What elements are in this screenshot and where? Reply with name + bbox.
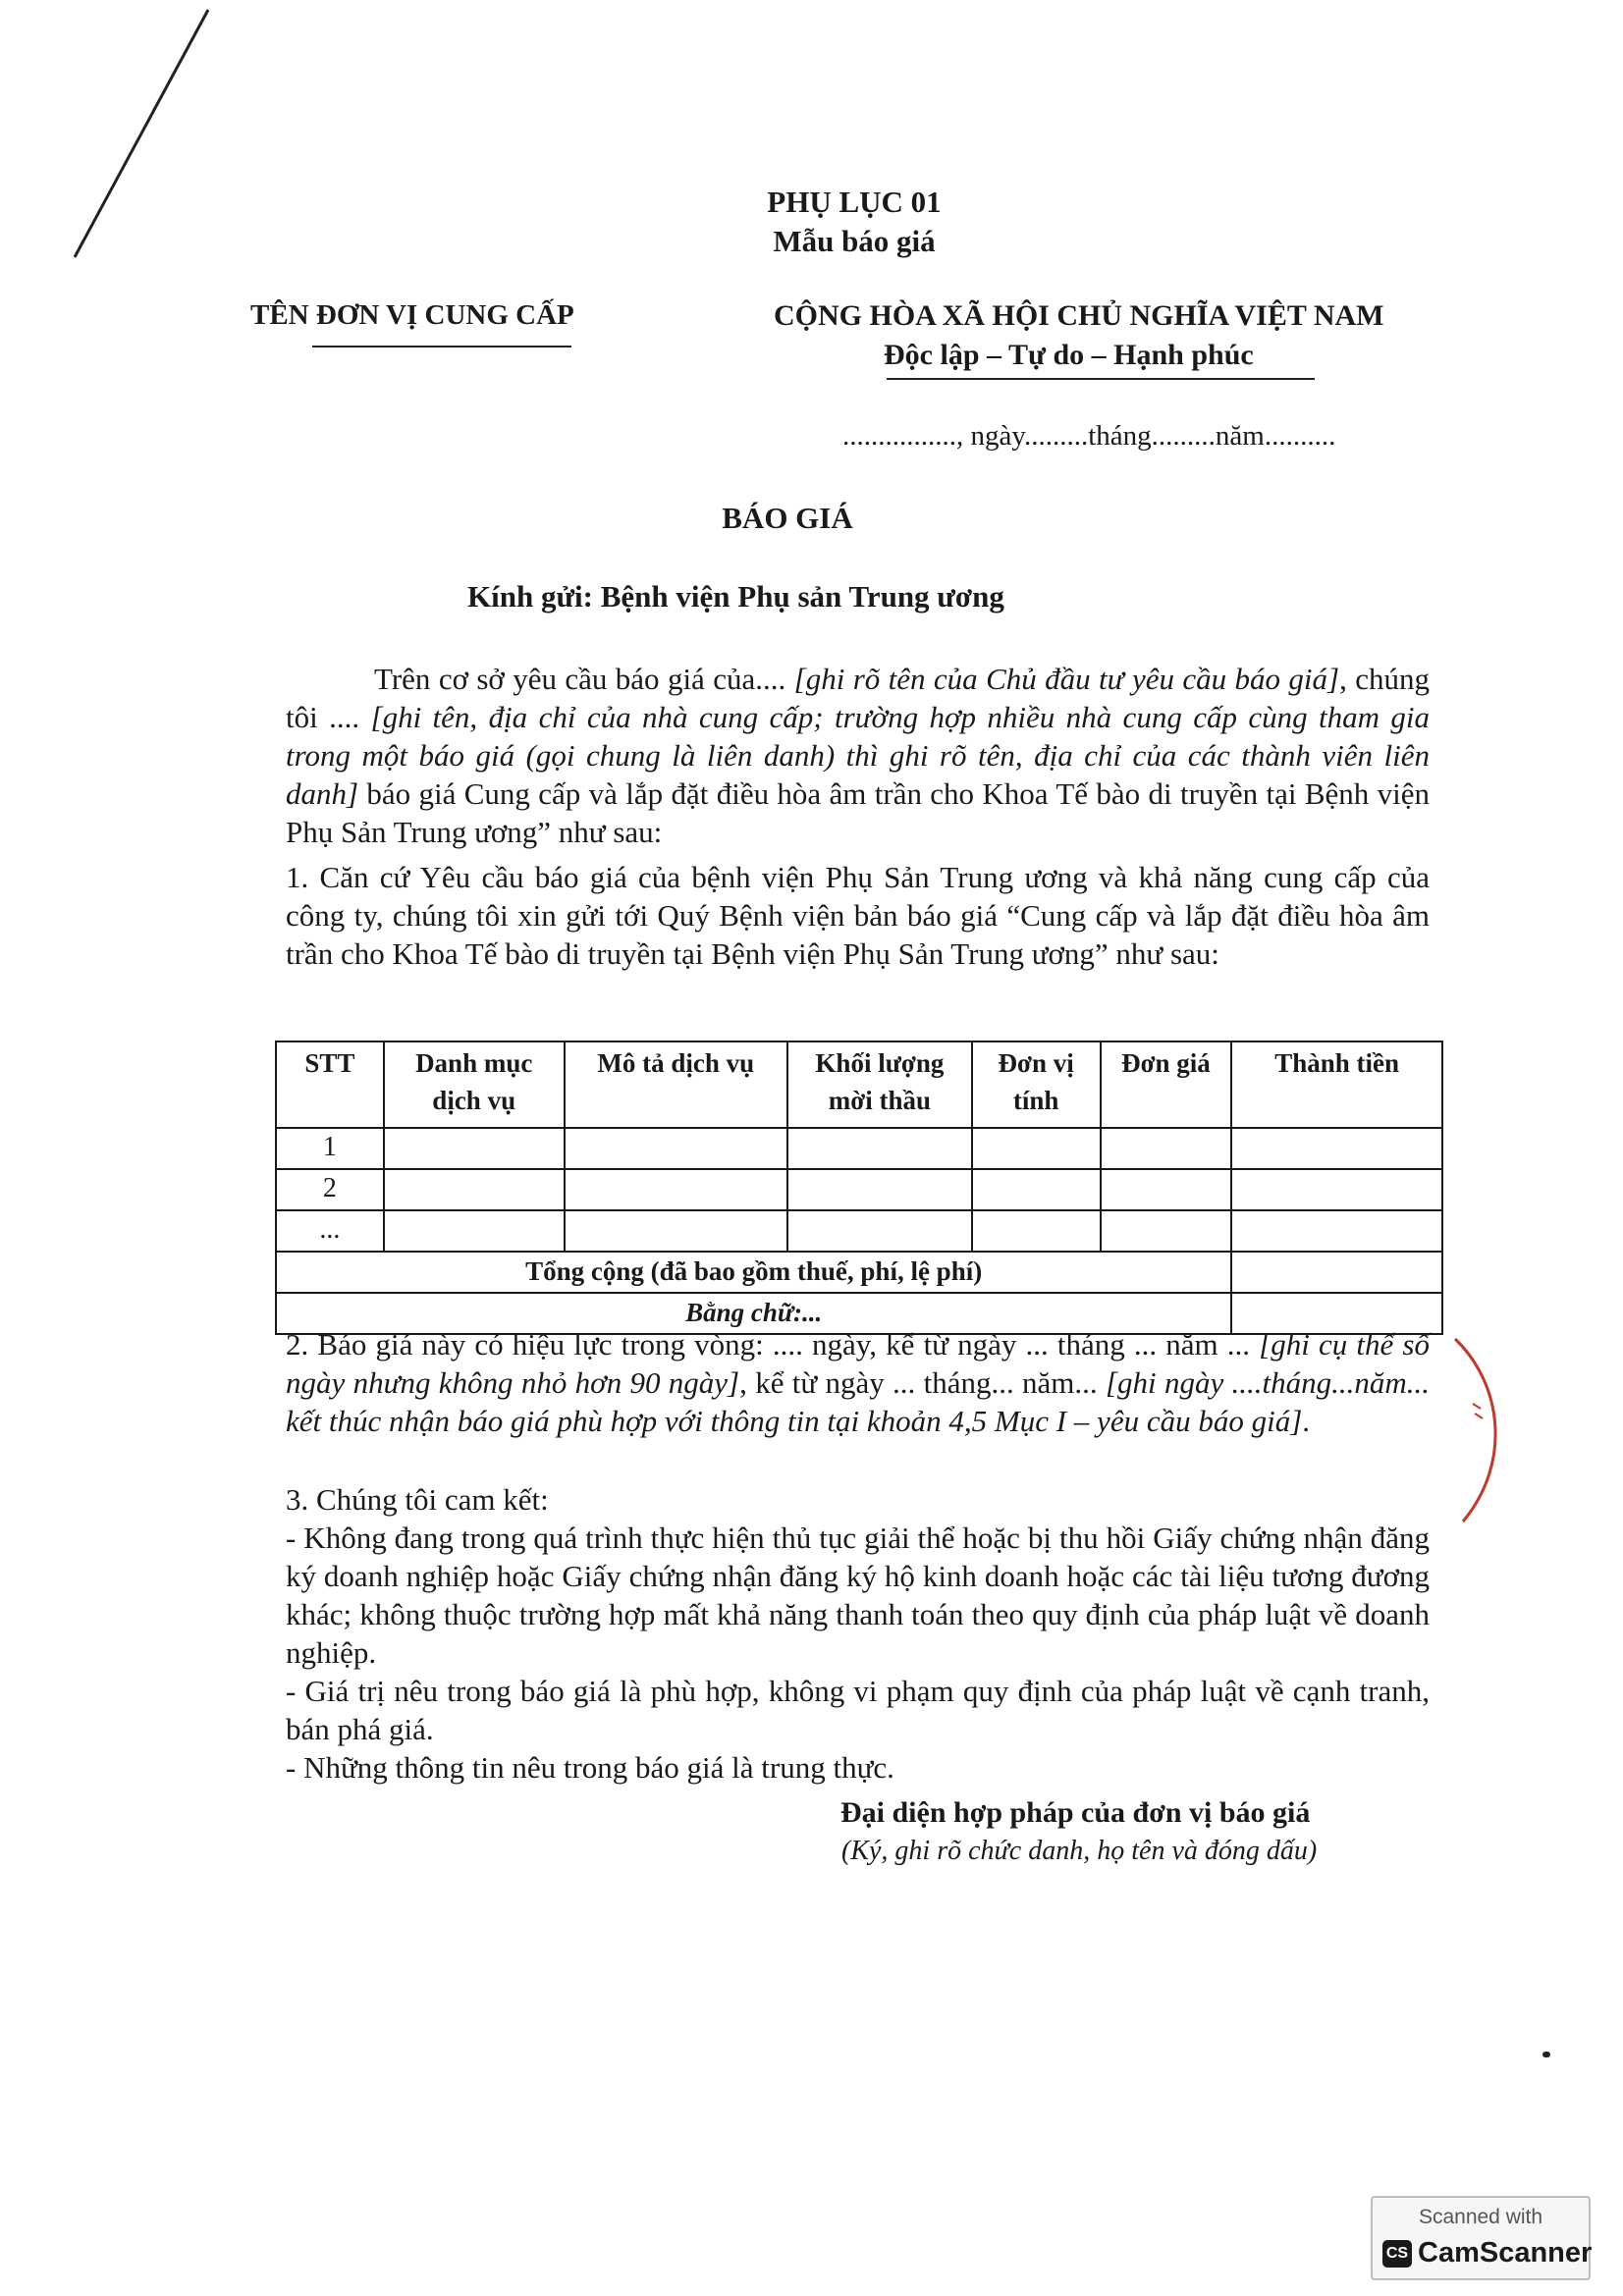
document-title: BÁO GIÁ xyxy=(722,501,853,535)
table-row xyxy=(276,1169,1442,1210)
commitment-item: - Giá trị nêu trong báo giá là phù hợp, không vi phạm quy định của pháp luật về cạnh tranh, bán phá giá. xyxy=(286,1674,1430,1746)
table-cell xyxy=(972,1169,1101,1210)
row-number: 2 xyxy=(276,1169,384,1210)
column-header: Thành tiền xyxy=(1231,1041,1442,1128)
supplier-label: TÊN ĐƠN VỊ CUNG CẤP xyxy=(250,299,574,331)
section-3-heading: 3. Chúng tôi cam kết: xyxy=(286,1482,549,1517)
row-number: ... xyxy=(276,1210,384,1252)
table-cell xyxy=(1231,1169,1442,1210)
table-cell xyxy=(972,1210,1101,1252)
section-2-text-3: . xyxy=(1302,1404,1311,1438)
column-header: STT xyxy=(276,1041,384,1128)
section-2-paragraph xyxy=(286,1325,1430,1440)
intro-italic-1: [ghi rõ tên của Chủ đầu tư yêu cầu báo giá] xyxy=(793,662,1340,696)
appendix-title: PHỤ LỤC 01 xyxy=(767,185,942,219)
commitment-item: - Không đang trong quá trình thực hiện thủ tục giải thể hoặc bị thu hồi Giấy chứng nhận đăng ký doanh nghiệp hoặc Giấy chứng nhận đăng ký hộ kinh doanh hoặc các tài liệu tương đương khác; không thuộc trường hợp mất khả năng thanh toán theo quy định của pháp luật về doanh nghiệp. xyxy=(286,1521,1430,1670)
signature-title: Đại diện hợp pháp của đơn vị báo giá xyxy=(840,1796,1311,1829)
total-amount-cell xyxy=(1231,1252,1442,1293)
section-2-text-1: 2. Báo giá này có hiệu lực trong vòng: .... ngày, kể từ ngày ... tháng ... năm ... xyxy=(286,1327,1260,1362)
table-cell xyxy=(1101,1169,1232,1210)
table-total-row xyxy=(276,1252,1442,1293)
section-3-commitments xyxy=(286,1480,1430,1787)
watermark-brand: CamScanner xyxy=(1418,2237,1593,2269)
row-number: 1 xyxy=(276,1128,384,1169)
section-2-italic-2: [ghi ngày ....tháng...năm... kết thúc nhận báo giá phù hợp với thông tin tại khoản 4,5 Mục I – yêu cầu báo giá] xyxy=(286,1365,1431,1438)
table-cell xyxy=(384,1210,565,1252)
signature-note: (Ký, ghi rõ chức danh, họ tên và đóng dấu) xyxy=(841,1836,1318,1866)
table-cell xyxy=(565,1169,788,1210)
supplier-underline xyxy=(312,346,571,347)
commitment-item: - Những thông tin nêu trong báo giá là trung thực. xyxy=(286,1750,894,1785)
table-cell xyxy=(787,1128,972,1169)
table-cell xyxy=(1231,1210,1442,1252)
table-cell xyxy=(384,1169,565,1210)
national-motto: Độc lập – Tự do – Hạnh phúc xyxy=(884,339,1254,371)
intro-paragraph xyxy=(286,660,1430,851)
table-row xyxy=(276,1210,1442,1252)
table-cell xyxy=(1231,1128,1442,1169)
watermark-caption: Scanned with xyxy=(1418,2206,1543,2228)
column-header: Khối lượng mời thầu xyxy=(787,1041,972,1128)
intro-text-1: Trên cơ sở yêu cầu báo giá của.... xyxy=(374,662,794,696)
scan-dot-mark xyxy=(1542,2052,1550,2057)
table-cell xyxy=(565,1210,788,1252)
form-title: Mẫu báo giá xyxy=(773,224,936,258)
table-cell xyxy=(1101,1128,1232,1169)
camscanner-logo-icon: CS xyxy=(1382,2240,1412,2268)
intro-italic-2: [ghi tên, địa chỉ của nhà cung cấp; trường hợp nhiều nhà cung cấp cùng tham gia trong một báo giá (gọi chung là liên danh) thì ghi rõ tên, địa chỉ của các thành viên liên danh] xyxy=(286,700,1430,811)
column-header: Mô tả dịch vụ xyxy=(565,1041,788,1128)
table-cell xyxy=(972,1128,1101,1169)
table-cell xyxy=(565,1128,788,1169)
quotation-table xyxy=(275,1041,1443,1335)
table-row xyxy=(276,1128,1442,1169)
column-header: Đơn giá xyxy=(1101,1041,1232,1128)
table-cell xyxy=(1101,1210,1232,1252)
amount-in-words-label: Bằng chữ:... xyxy=(276,1293,1231,1334)
camscanner-watermark xyxy=(1371,2196,1591,2280)
motto-underline xyxy=(887,378,1315,380)
section-2-italic-1: [ghi cụ thể số ngày nhưng không nhỏ hơn 90 ngày] xyxy=(286,1327,1430,1400)
table-cell xyxy=(787,1210,972,1252)
table-header-row xyxy=(276,1041,1442,1128)
republic-title: CỘNG HÒA XÃ HỘI CHỦ NGHĨA VIỆT NAM xyxy=(774,299,1384,332)
section-2-text-2: , kể từ ngày ... tháng... năm... xyxy=(739,1365,1106,1400)
addressee: Kính gửi: Bệnh viện Phụ sản Trung ương xyxy=(467,579,1004,614)
date-line: ................, ngày.........tháng.........năm.......... xyxy=(842,420,1336,452)
column-header: Danh mục dịch vụ xyxy=(384,1041,565,1128)
intro-text-3: báo giá Cung cấp và lắp đặt điều hòa âm trần cho Khoa Tế bào di truyền tại Bệnh viện Phụ Sản Trung ương” như sau: xyxy=(286,776,1430,849)
total-label: Tổng cộng (đã bao gồm thuế, phí, lệ phí) xyxy=(276,1252,1231,1293)
section-1-paragraph: 1. Căn cứ Yêu cầu báo giá của bệnh viện Phụ Sản Trung ương và khả năng cung cấp của công ty, chúng tôi xin gửi tới Quý Bệnh viện bản báo giá “Cung cấp và lắp đặt điều hòa âm trần cho Khoa Tế bào di truyền tại Bệnh viện Phụ Sản Trung ương” như sau: xyxy=(286,860,1430,971)
table-cell xyxy=(384,1128,565,1169)
stamp-edge-mark xyxy=(1434,1335,1522,1531)
column-header: Đơn vị tính xyxy=(972,1041,1101,1128)
table-cell xyxy=(787,1169,972,1210)
intro-text-2: , chúng tôi .... xyxy=(286,662,1430,734)
